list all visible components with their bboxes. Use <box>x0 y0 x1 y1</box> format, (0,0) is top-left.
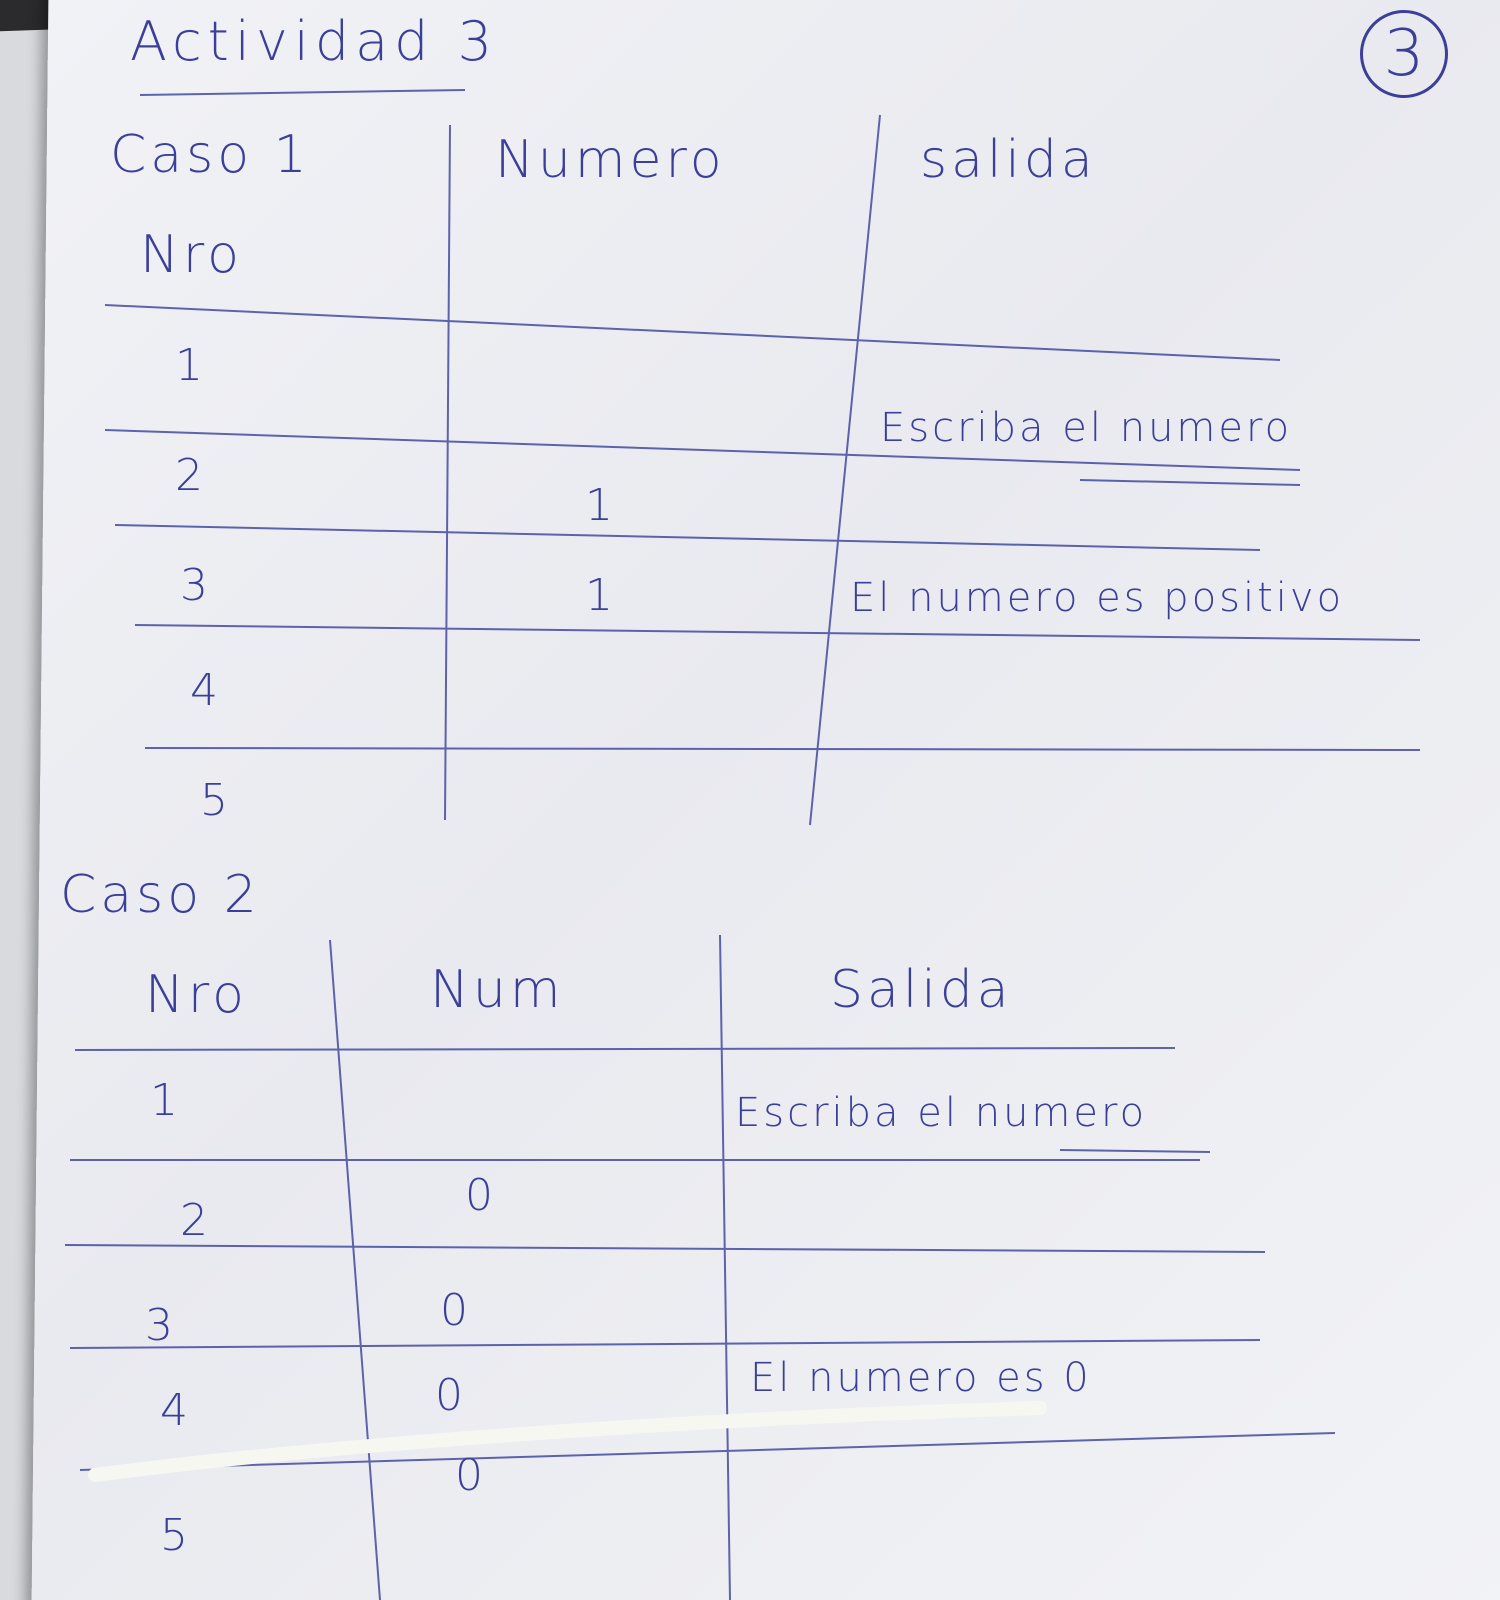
title-underline <box>140 90 465 95</box>
caso2-row-2-num: 0 <box>465 1170 497 1221</box>
page-title: Actividad 3 <box>130 10 498 73</box>
caso2-row-line <box>75 1048 1175 1050</box>
caso1-header-salida: salida <box>920 130 1097 190</box>
caso2-row-2-nro: 2 <box>180 1195 212 1246</box>
caso2-header-salida: Salida <box>830 960 1013 1020</box>
caso2-row-4-nro: 4 <box>160 1385 192 1436</box>
caso2-header-nro: Nro <box>145 965 248 1025</box>
caso1-row-4-nro: 4 <box>190 665 222 716</box>
caso2-col-divider-1 <box>330 940 380 1600</box>
caso2-col-divider-2 <box>720 935 730 1600</box>
caso2-row-1-salida: Escriba el numero <box>735 1090 1148 1136</box>
caso1-row-3-numero: 1 <box>585 570 617 621</box>
underline <box>1060 1150 1210 1152</box>
caso2-row-3-num: 0 <box>440 1285 472 1336</box>
caso2-row-5-nro: 5 <box>160 1510 192 1561</box>
caso1-header-nro: Nro <box>140 225 243 285</box>
caso2-row-line <box>65 1245 1265 1252</box>
caso2-label: Caso 2 <box>60 865 261 925</box>
caso1-row-line <box>115 525 1260 550</box>
page-number: 3 <box>1360 10 1448 98</box>
caso1-header-numero: Numero <box>495 130 726 190</box>
caso1-row-line <box>135 625 1420 640</box>
correction-mark <box>95 1408 1040 1475</box>
caso1-row-1-nro: 1 <box>175 340 207 391</box>
caso2-row-4-salida: El numero es 0 <box>750 1355 1092 1401</box>
caso1-col-divider-1 <box>445 125 450 820</box>
caso1-row-line <box>105 305 1280 360</box>
caso2-row-1-nro: 1 <box>150 1075 182 1126</box>
caso1-row-2-numero: 1 <box>585 480 617 531</box>
underline <box>1080 480 1300 485</box>
caso1-row-5-nro: 5 <box>200 775 232 826</box>
caso1-col-divider-2 <box>810 115 880 825</box>
caso1-row-2-salida: Escriba el numero <box>880 405 1293 451</box>
caso1-row-3-salida: El numero es positivo <box>850 575 1345 621</box>
caso2-header-num: Num <box>430 960 565 1020</box>
caso1-label: Caso 1 <box>110 125 311 185</box>
caso1-row-line <box>145 748 1420 750</box>
caso2-row-4-num: 0 <box>435 1370 467 1421</box>
caso1-row-3-nro: 3 <box>180 560 212 611</box>
caso2-row-line <box>70 1340 1260 1348</box>
caso2-row-3-nro: 3 <box>145 1300 177 1351</box>
caso2-row-5-num: 0 <box>455 1450 487 1501</box>
caso1-row-2-nro: 2 <box>175 450 207 501</box>
